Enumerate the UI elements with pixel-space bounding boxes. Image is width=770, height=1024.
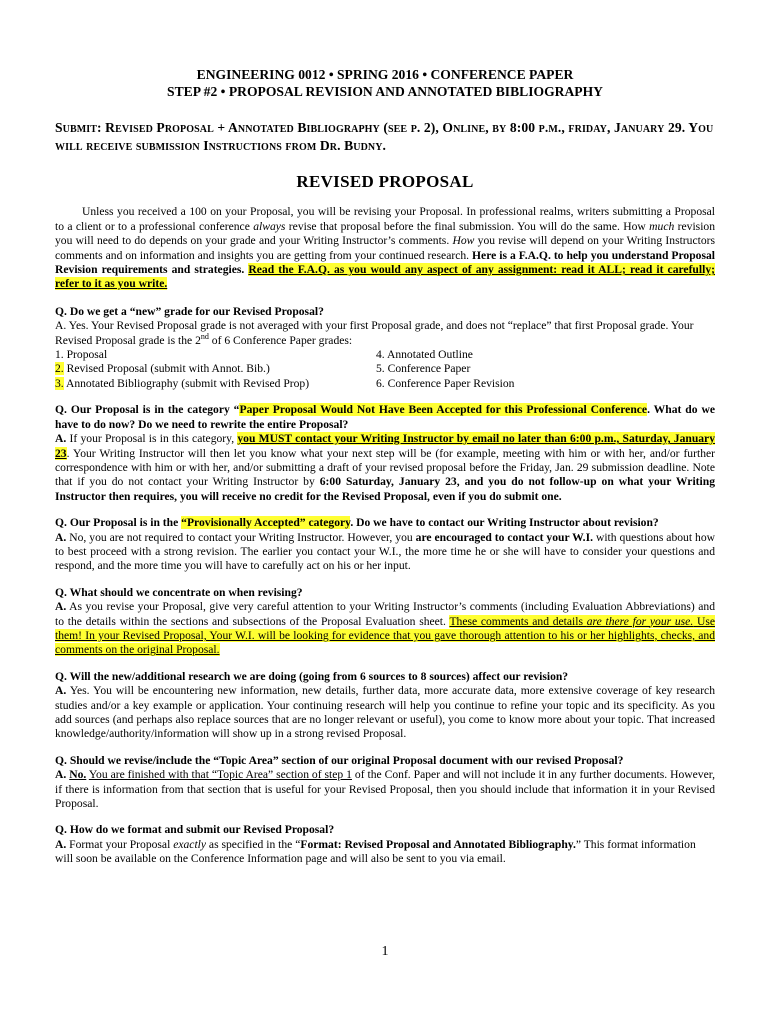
intro-text-3: revision you will need to do depends on your grade and your Writing Instructor’s comments.: [55, 219, 716, 248]
comments-highlight: These comments and details: [449, 614, 587, 628]
page-number: 1: [381, 944, 389, 959]
faq-concentrate: [55, 586, 715, 658]
intro-italic-2: much: [649, 219, 675, 233]
question-text-end: . Do we have to contact our Writing Instructor about revision?: [350, 516, 659, 530]
answer-text-2: . Your Writing Instructor will then let you know what your next step will be (for example, meeting with him or with her, and/or further correspondence with him or with her, and/or submitting a draft of your revised proposal before the Friday, Jan. 29 submission deadline. Note that if you do not contact your Writing Instructor by: [55, 446, 715, 489]
answer-text-2: with questions about how to best proceed with a strong revision. The earlier you contact your W.I., the more time he or she will have to consider your questions and respond, and the more time you will have to carefully act on his or her input.: [55, 530, 715, 573]
document-content: [55, 66, 715, 879]
intro-italic-1: always: [253, 219, 286, 233]
answer-text: No, you are not required to contact your Writing Instructor. However, you: [66, 530, 416, 544]
grade-item-6: 6. Conference Paper Revision: [376, 376, 515, 390]
intro-text-1: Unless you received a 100 on your Proposal, you will be revising your Proposal. In professional realms, writers submitting a Proposal to a client or to a professional conference: [55, 205, 715, 233]
answer-text-3: ” This format information will soon be available on the Conference Information page and will also be sent to you via email.: [55, 837, 696, 866]
deadline-highlight: you MUST contact your Writing Instructor by email no later than 6:00 p.m., Saturday, January 23: [55, 432, 716, 460]
faq-answer: [55, 432, 715, 504]
answer-text: If your Proposal is in this category,: [66, 432, 238, 446]
faq-question: Q. Do we get a “new” grade for our Revised Proposal?: [55, 304, 324, 318]
faq-question: Q. How do we format and submit our Revised Proposal?: [55, 823, 335, 837]
grades-list: [55, 348, 715, 391]
section-title: REVISED PROPOSAL: [296, 172, 474, 191]
question-highlight: Paper Proposal Would Not Have Been Accepted for this Professional Conference: [239, 403, 648, 417]
answer-label: A.: [55, 684, 67, 698]
grade-item-2: [55, 362, 376, 376]
faq-answer: [55, 319, 715, 348]
faq-question: [55, 403, 715, 432]
answer-text: Yes. You will be encountering new information, new details, further data, more accurate data, more extensive coverage of key research studies and/or a key example or application. Your continuing research will help you continue to refine your topic and its specificity. As you add sources (and perhaps also replace sources that are no longer relevant or useful), you come to know more about your topic. That increased knowledge/authority/information will show up in a strong revised Proposal.: [55, 684, 715, 741]
question-text-end: . What do we have to do now? Do we need to rewrite the entire Proposal?: [55, 403, 715, 431]
question-text: Q. Our Proposal is in the category “: [55, 403, 240, 417]
answer-label: A.: [55, 432, 67, 446]
faq-question: [55, 516, 715, 530]
course-header: [55, 66, 715, 100]
faq-new-grade: [55, 305, 715, 391]
answer-underlined: You are finished with that “Topic Area” section of step 1: [88, 768, 352, 782]
answer-text-2: as specified in the “: [206, 837, 301, 851]
faq-not-accepted: [55, 403, 715, 504]
intro-read-faq-highlight: Read the F.A.Q. as you would any aspect of any assignment: read it ALL; read it carefully; refer to it as you write.: [55, 263, 715, 291]
superscript: nd: [200, 331, 209, 341]
header-line-2: STEP #2 • PROPOSAL REVISION AND ANNOTATED BIBLIOGRAPHY: [167, 84, 603, 99]
answer-label: A.: [55, 768, 67, 782]
intro-faq-note: Here is a F.A.Q. to help you understand Proposal Revision requirements and strategies.: [55, 248, 715, 277]
intro-text-2: revise that proposal before the final submission. You will do the same. How: [285, 219, 650, 233]
answer-italic: exactly: [173, 837, 207, 851]
header-line-1: ENGINEERING 0012 • SPRING 2016 • CONFERENCE PAPER: [196, 67, 574, 82]
faq-answer: [55, 600, 715, 658]
answer-label: A.: [55, 530, 67, 544]
question-text: Q. Our Proposal is in the: [55, 516, 182, 530]
faq-research: [55, 670, 715, 742]
faq-question: Q. What should we concentrate on when revising?: [55, 585, 303, 599]
faq-topic-area: [55, 754, 715, 812]
faq-provisional: [55, 516, 715, 574]
answer-text: As you revise your Proposal, give very careful attention to your Writing Instructor’s comments (including Evaluation Abbreviations) and to the details within the sections and subsections of the Proposal Evaluation sheet.: [55, 600, 715, 628]
format-title: Format: Revised Proposal and Annotated Bibliography.: [300, 837, 576, 851]
intro-text-4: you revise will depend on your Writing Instructors comments and on information and insights you are getting from your continued research.: [55, 234, 715, 262]
answer-bold: are encouraged to contact your W.I.: [415, 530, 593, 544]
comments-highlight-end: Use them! In your Revised Proposal, Your W.I. will be looking for evidence that you gave thorough attention to his or her highlights, checks, and comments on the original Proposal.: [55, 614, 715, 657]
intro-italic-3: How: [452, 234, 475, 248]
answer-label: A.: [55, 837, 67, 851]
comments-highlight-italic: are there for your use.: [586, 614, 694, 628]
answer-text: A. Yes. Your Revised Proposal grade is not averaged with your first Proposal grade, and does not “replace” that first Proposal grade. Your Revised Proposal grade is the 2: [55, 319, 694, 347]
faq-answer: [55, 531, 715, 574]
grade-label: Revised Proposal (submit with Annot. Bib.): [63, 362, 270, 376]
answer-label: A.: [55, 600, 67, 614]
faq-answer: [55, 768, 715, 811]
answer-text-end: of 6 Conference Paper grades:: [208, 333, 353, 347]
answer-text: of the Conf. Paper and will not include it in any further documents. However, if there is information from that section that is useful for your Revised Proposal, then you should include that information it in your Revised Proposal.: [55, 768, 716, 811]
faq-answer: [55, 684, 715, 742]
grade-item-4: 4. Annotated Outline: [376, 348, 473, 362]
submit-instructions: Submit: Revised Proposal + Annotated Bibliography (see p. 2), Online, by 8:00 p.m., friday, January 29. You will receive submission Instructions from Dr. Budny.: [55, 120, 714, 153]
question-highlight: “Provisionally Accepted” category: [181, 516, 351, 530]
faq-question: Q. Should we revise/include the “Topic Area” section of our original Proposal document with our revised Proposal?: [55, 753, 624, 767]
grade-item-5: 5. Conference Paper: [376, 362, 471, 376]
grade-item-1: 1. Proposal: [55, 348, 108, 362]
intro-paragraph: [55, 205, 715, 291]
grade-item-3: [55, 377, 376, 391]
grade-label: Annotated Bibliography (submit with Revised Prop): [63, 376, 310, 390]
faq-answer: [55, 838, 715, 867]
answer-bold-warning: 6:00 Saturday, January 23, and you do not follow-up on what your Writing Instructor then requires, you will receive no credit for the Revised Proposal, even if you do submit one.: [55, 475, 716, 503]
faq-format: [55, 823, 715, 866]
grade-number-highlight: 3.: [55, 376, 64, 390]
answer-text: Format your Proposal: [66, 837, 174, 851]
grade-number-highlight: 2.: [55, 362, 64, 376]
answer-no: No.: [69, 768, 87, 782]
faq-question: Q. Will the new/additional research we are doing (going from 6 sources to 8 sources) affect our revision?: [55, 669, 569, 683]
